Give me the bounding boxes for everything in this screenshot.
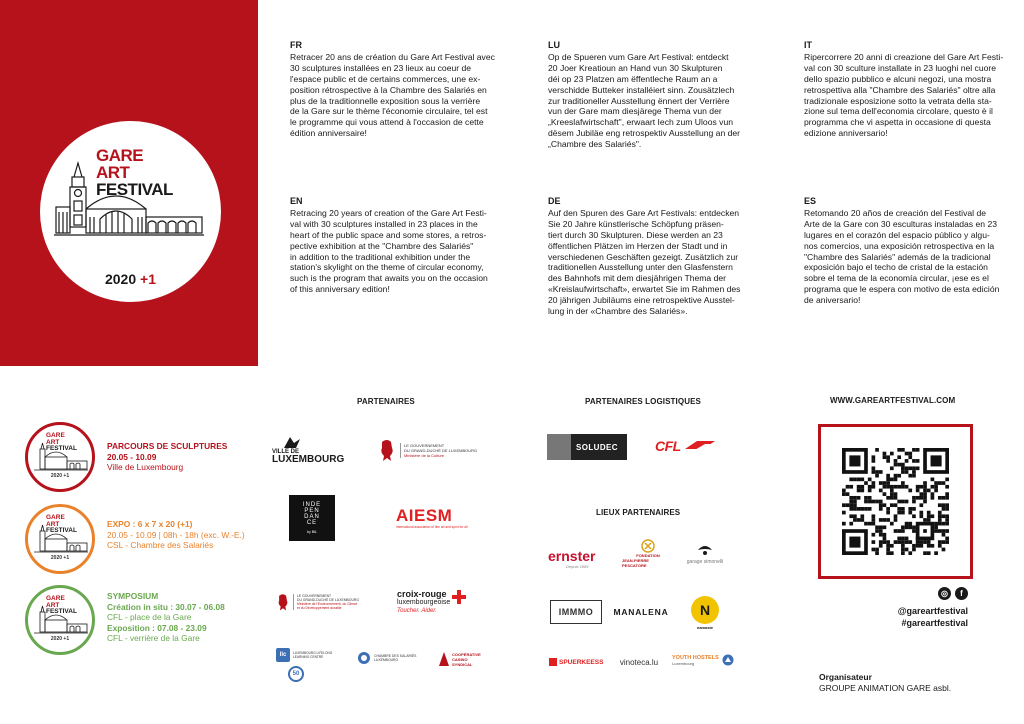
text-line: Op de Spueren vum Gare Art Festival: entdeckt — [548, 51, 729, 62]
event-title: PARCOURS DE SCULPTURES — [107, 441, 228, 451]
event-logo-year: 2020 +1 — [50, 636, 70, 642]
text-line: retrospettiva alla "Chambre des Salariés" oltre alla — [804, 84, 996, 95]
event-place: CFL - place de la Gare — [107, 612, 192, 622]
logo-title: GARE ART FESTIVAL — [96, 146, 173, 199]
qr-code-frame[interactable] — [818, 424, 973, 579]
text-line: dello spazio pubblico e alcuni negozi, una mostra — [804, 73, 992, 84]
gouvernement-environnement-logo: LE GOUVERNEMENT DU GRAND-DUCHÉ DE LUXEMBOURG Ministère de l'Environnement, du Climat et du Développement durable — [276, 588, 376, 616]
station-building-illustration — [54, 157, 204, 251]
social-block — [868, 605, 968, 629]
language-code: DE — [548, 196, 561, 206]
text-line: Sie 20 Jahre künstlerische Schöpfung präsen- — [548, 218, 724, 229]
event-place: CFL - verrière de la Gare — [107, 633, 200, 643]
text-block-lu — [548, 40, 773, 150]
cfl-logo: CFL — [655, 436, 730, 456]
text-line: programa que le espera con motivo de esta edición — [804, 284, 1000, 295]
text-line: programma che vi aspetta in occasione di questa — [804, 117, 991, 128]
text-line: Retomando 20 años de creación del Festival de — [804, 207, 987, 218]
language-code: EN — [290, 196, 303, 206]
text-line: vun der Gare mam diesjärege Thema vun der — [548, 106, 722, 117]
logistics-heading: PARTENAIRES LOGISTIQUES — [585, 397, 701, 406]
text-line: station's skylight on the theme of circular economy, — [290, 262, 484, 273]
event-logo-title: GARE ART FESTIVAL — [46, 595, 77, 615]
text-line: position rétrospective à la Chambre des Salariés en — [290, 84, 487, 95]
text-line: traditionellen Ausstellung unter den Glasfenstern — [548, 262, 733, 273]
text-line: le programme qui vous attend à l'occasion de cette — [290, 117, 484, 128]
text-block-es — [804, 196, 1019, 306]
organizer-block — [819, 672, 999, 693]
instagram-icon[interactable]: ◎ — [938, 587, 951, 600]
lion-icon — [276, 592, 290, 612]
text-line: „Kreeslafwirtschaft", erwaart Iech zum Uloos vun — [548, 117, 734, 128]
event-dates: 20.05 - 10.09 | 08h - 18h (exc. W.-E.) — [107, 529, 245, 540]
station-mini-illustration — [34, 441, 88, 475]
ville-emblem-icon — [282, 435, 302, 449]
vinoteca-logo: vinoteca.lu — [619, 657, 659, 667]
text-line: zur traditioneller Ausstellung ënnert der Verrière — [548, 95, 730, 106]
namaste-badge: N — [691, 596, 719, 624]
event-exposition: Exposition : 07.08 - 23.09 — [107, 622, 207, 633]
fondation-pescatore-logo: FONDATION JEAN-PIERRE PESCATORE — [622, 537, 674, 569]
organizer-label: Organisateur — [819, 672, 872, 682]
csl-logo: CHAMBRE DES SALARIÉS LUXEMBOURG — [357, 647, 429, 669]
event-logo-title: GARE ART FESTIVAL — [46, 432, 77, 452]
event-logo-year: 2020 +1 — [50, 473, 70, 479]
station-mini-illustration — [34, 523, 88, 557]
youth-hostels-emblem-icon — [722, 654, 734, 666]
cooperative-emblem-icon — [438, 651, 450, 667]
text-line: such is the program that awaits you on the occasion — [290, 273, 488, 284]
text-line: Retracing 20 years of creation of the Gare Art Festi- — [290, 207, 487, 218]
event-symposium — [107, 591, 277, 644]
event-expo — [107, 519, 277, 551]
text-line: val with 30 sculptures installed in 23 places in the — [290, 218, 478, 229]
website-url[interactable]: WWW.GAREARTFESTIVAL.COM — [830, 396, 956, 405]
text-line: plus de la traditionnelle exposition sous la verrière — [290, 95, 481, 106]
text-line: de aniversario! — [804, 295, 861, 306]
text-line: «Kreislaufwirtschaft», erwartet Sie im Rahmen des — [548, 284, 741, 295]
text-line: „Chambre des Salariés". — [548, 139, 642, 150]
event-logo-year: 2020 +1 — [50, 555, 70, 561]
red-cross-icon — [452, 590, 466, 604]
text-line: lung in der «Chambre des Salariés». — [548, 306, 688, 317]
event-logo-title: GARE ART FESTIVAL — [46, 514, 77, 534]
croix-rouge-logo: croix-rouge luxembourgeoise Toucher. Aider. — [397, 584, 482, 620]
csl-emblem-icon — [357, 651, 371, 665]
garage-simonelli-logo: garage simonelli — [676, 540, 734, 568]
event-creation: Création in situ : 30.07 - 06.08 — [107, 601, 225, 612]
qr-code[interactable] — [842, 448, 949, 555]
event-logo-expo — [25, 504, 95, 574]
venues-heading: LIEUX PARTENAIRES — [596, 508, 681, 517]
cover-red-panel — [0, 0, 258, 366]
manalena-logo: MANALENA — [613, 607, 669, 617]
social-hashtag[interactable]: #gareartfestival — [901, 618, 968, 628]
festival-logo — [40, 121, 221, 302]
organizer-name: GROUPE ANIMATION GARE asbl. — [819, 682, 952, 693]
text-block-fr — [290, 40, 515, 139]
text-line: edizione anniversario! — [804, 128, 888, 139]
event-title: SYMPOSIUM — [107, 591, 159, 601]
llc-badge: llc — [276, 648, 290, 662]
text-line: l'espace public et de certains commerces, une ex- — [290, 73, 481, 84]
event-logo-symposium — [25, 585, 95, 655]
text-line: verschidde Butteker installéiert sinn. Zousätzlech — [548, 84, 735, 95]
logo-year: 2020 +1 — [104, 271, 156, 287]
text-line: pective exhibition at the "Chambre des Salariés" — [290, 240, 474, 251]
text-line: 20 Joer Kreatioun an Hand vun 30 Skulpturen — [548, 62, 723, 73]
text-line: 30 sculptures installées en 23 lieux au coeur de — [290, 62, 472, 73]
fondation-emblem-icon — [641, 539, 655, 553]
language-code: IT — [804, 40, 812, 50]
text-line: tradizionale esposizione sotto la vetrata della sta- — [804, 95, 992, 106]
lion-icon — [378, 438, 396, 462]
text-line: sobre el tema de la economía circular, ¡ese es el — [804, 273, 989, 284]
text-line: heart of the public space and some stores, a retros- — [290, 229, 487, 240]
text-line: déi op 23 Platzen am ëffentleche Raum an a — [548, 73, 718, 84]
text-block-it — [804, 40, 1019, 139]
event-place: CSL - Chambre des Salariés — [107, 540, 214, 550]
partners-heading: PARTENAIRES — [357, 397, 415, 406]
llc-logo: llc LUXEMBOURG LIFELONG LEARNING CENTRE 50 — [276, 645, 340, 685]
cfl-swoosh-icon — [683, 439, 717, 453]
text-line: of this anniversary edition! — [290, 284, 390, 295]
aiesm-logo: AIESM International association of fine art and sport for all — [396, 506, 468, 529]
text-line: 20 jährigen Jubiläums eine retrospektive Ausstel- — [548, 295, 735, 306]
text-line: verschiedenen Geschäften gezeigt. Zusätzlich zur — [548, 251, 739, 262]
event-dates: 20.05 - 10.09 — [107, 451, 157, 462]
language-code: ES — [804, 196, 817, 206]
text-line: Auf den Spuren des Gare Art Festivals: entdecken — [548, 207, 740, 218]
immo-logo: IMMMO — [550, 600, 602, 624]
spuerkeess-badge — [549, 658, 557, 666]
station-mini-illustration — [34, 604, 88, 638]
text-line: val con 30 sculture installate in 23 luoghi nel cuore — [804, 62, 997, 73]
event-sculptures — [107, 441, 267, 473]
text-line: Arte de la Gare con 30 esculturas instaladas en 23 — [804, 218, 997, 229]
facebook-icon[interactable]: f — [955, 587, 968, 600]
text-line: lugares en el corazón del espacio público y algu- — [804, 229, 990, 240]
language-code: LU — [548, 40, 560, 50]
soludec-s-badge — [547, 434, 571, 460]
event-place: Ville de Luxembourg — [107, 462, 184, 472]
soludec-logo: SOLUDEC — [547, 434, 627, 460]
text-line: des Bahnhofs mit dem diesjährigen Thema der — [548, 273, 727, 284]
text-line: dësem Jubiläe eng retrospektiv Ausstellung an der — [548, 128, 741, 139]
social-handle[interactable]: @gareartfestival — [897, 606, 968, 616]
cooperative-casino-logo: COOPÉRATIVE CASINO SYNDICAL — [438, 644, 494, 674]
text-line: "Chambre des Salariés" además de la tradicional — [804, 251, 991, 262]
fifty-badge: 50 — [288, 666, 304, 682]
youth-hostels-logo: YOUTH HOSTELS Luxembourg — [672, 648, 734, 672]
text-line: Retracer 20 ans de création du Gare Art Festival avec — [290, 51, 495, 62]
text-line: öffentlichen Plätzen im Herzen der Stadt und in — [548, 240, 728, 251]
text-line: édition anniversaire! — [290, 128, 367, 139]
garage-emblem-icon — [697, 544, 713, 556]
ernster-logo: ernster Depuis 1889 — [548, 548, 596, 569]
text-line: nos comercios, una exposición retrospectiva en la — [804, 240, 995, 251]
spuerkeess-logo: SPUERKEESS — [549, 654, 607, 670]
ville-luxembourg-logo: VILLE DE LUXEMBOURG — [272, 432, 352, 468]
gouvernement-culture-logo: LE GOUVERNEMENT DU GRAND-DUCHÉ DE LUXEMBOURG Ministère de la Culture — [378, 436, 498, 464]
namaste-logo: N namaste — [689, 592, 721, 634]
event-logo-sculptures — [25, 422, 95, 492]
text-line: in addition to the traditional exhibition under the — [290, 251, 471, 262]
event-title: EXPO : 6 x 7 x 20 (+1) — [107, 519, 193, 529]
text-line: de la Gare sur le thème l'économie circulaire, tel est — [290, 106, 488, 117]
text-line: tiert durch 30 Skulpturen. Diese werden an 23 — [548, 229, 723, 240]
text-line: zione sul tema dell'economia circolare, questo è il — [804, 106, 993, 117]
language-code: FR — [290, 40, 302, 50]
independance-logo: INDE PEN DAN CE by BIL — [289, 495, 335, 541]
text-block-en — [290, 196, 515, 295]
text-line: exposición bajo el techo de cristal de la estación — [804, 262, 988, 273]
text-line: Ripercorrere 20 anni di creazione del Gare Art Festi- — [804, 51, 1004, 62]
text-block-de — [548, 196, 773, 317]
